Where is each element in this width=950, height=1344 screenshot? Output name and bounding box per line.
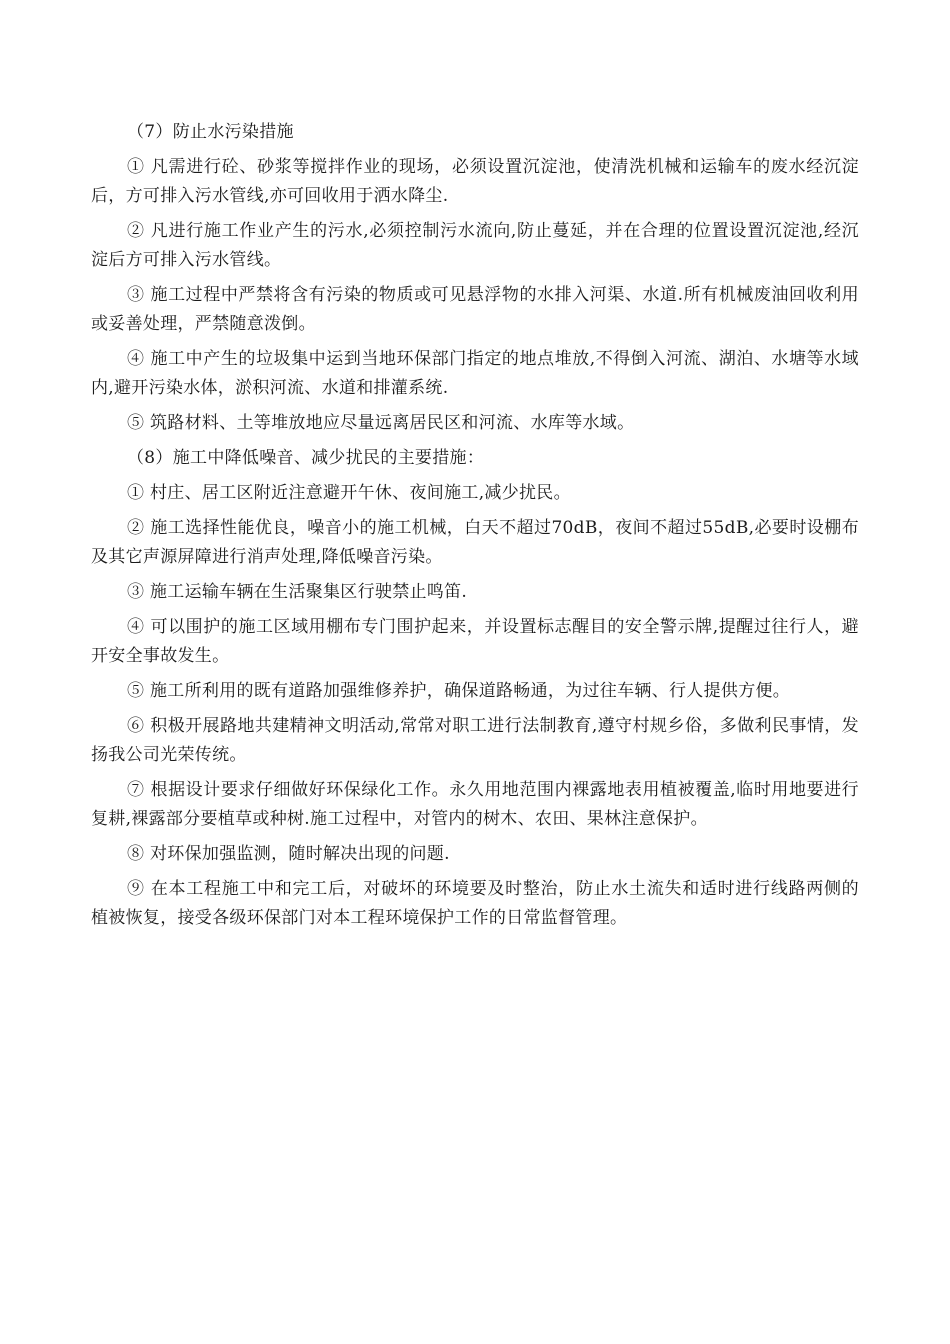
water-measure-2: ② 凡进行施工作业产生的污水,必须控制污水流向,防止蔓延，并在合理的位置设置沉淀池,经沉淀后方可排入污水管线。 xyxy=(91,221,859,270)
water-measure-1: ① 凡需进行砼、砂浆等搅拌作业的现场，必须设置沉淀池，使清洗机械和运输车的废水经沉淀后，方可排入污水管线,亦可回收用于洒水降尘. xyxy=(91,157,859,206)
water-measure-3: ③ 施工过程中严禁将含有污染的物质或可见悬浮物的水排入河渠、水道.所有机械废油回收利用或妥善处理，严禁随意泼倒。 xyxy=(91,285,859,334)
document-body xyxy=(91,118,859,939)
noise-measure-2: ② 施工选择性能优良，噪音小的施工机械，白天不超过70dB，夜间不超过55dB,必要时设棚布及其它声源屏障进行消声处理,降低噪音污染。 xyxy=(91,518,859,567)
section-heading-7: （7）防止水污染措施 xyxy=(127,122,294,142)
noise-measure-8: ⑧ 对环保加强监测，随时解决出现的问题. xyxy=(127,844,450,864)
noise-measure-7: ⑦ 根据设计要求仔细做好环保绿化工作。永久用地范围内裸露地表用植被覆盖,临时用地要进行复耕,裸露部分要植草或种树.施工过程中，对管内的树木、农田、果林注意保护。 xyxy=(91,780,859,829)
noise-measure-6: ⑥ 积极开展路地共建精神文明活动,常常对职工进行法制教育,遵守村规乡俗，多做利民事情，发扬我公司光荣传统。 xyxy=(91,716,859,765)
noise-measure-5: ⑤ 施工所利用的既有道路加强维修养护，确保道路畅通，为过往车辆、行人提供方便。 xyxy=(127,681,791,701)
noise-measure-1: ① 村庄、居工区附近注意避开午休、夜间施工,减少扰民。 xyxy=(127,483,571,503)
section-heading-8: （8）施工中降低噪音、减少扰民的主要措施： xyxy=(127,448,485,468)
noise-measure-9: ⑨ 在本工程施工中和完工后，对破坏的环境要及时整治，防止水土流失和适时进行线路两侧的植被恢复，接受各级环保部门对本工程环境保护工作的日常监督管理。 xyxy=(91,879,859,928)
noise-measure-4: ④ 可以围护的施工区域用棚布专门围护起来，并设置标志醒目的安全警示牌,提醒过往行人，避开安全事故发生。 xyxy=(91,617,859,666)
noise-measure-3: ③ 施工运输车辆在生活聚集区行驶禁止鸣笛. xyxy=(127,582,468,602)
water-measure-4: ④ 施工中产生的垃圾集中运到当地环保部门指定的地点堆放,不得倒入河流、湖泊、水塘等水域内,避开污染水体，淤积河流、水道和排灌系统. xyxy=(91,349,859,398)
water-measure-5: ⑤ 筑路材料、土等堆放地应尽量远离居民区和河流、水库等水域。 xyxy=(127,413,635,433)
